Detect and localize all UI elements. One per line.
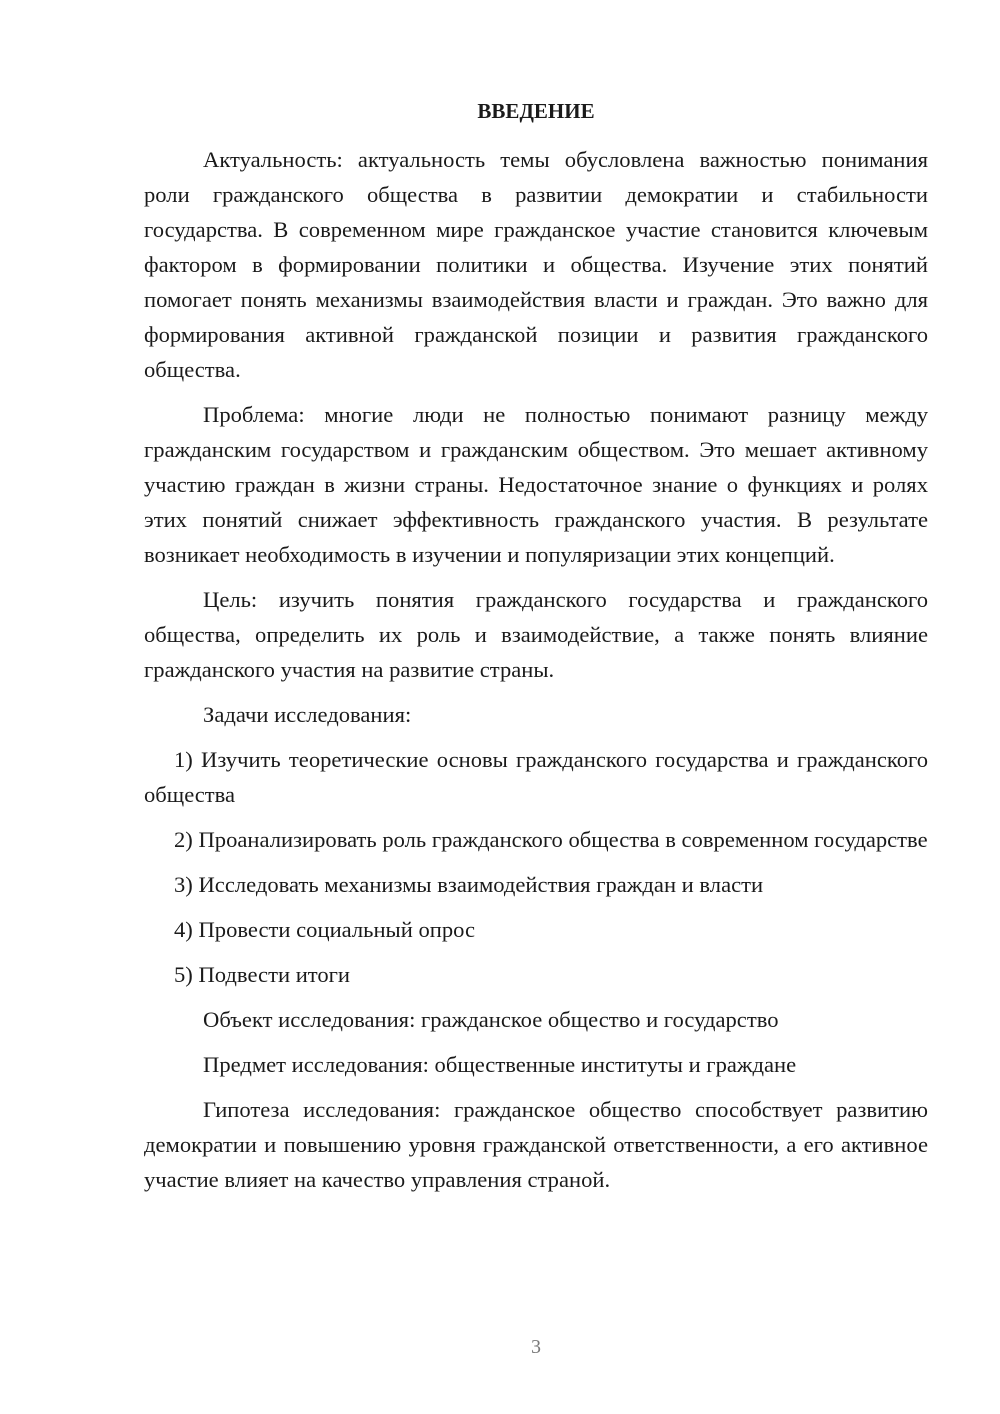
hypothesis-paragraph: Гипотеза исследования: гражданское общество способствует развитию демократии и повышению уровня гражданской ответственности, а его активное участие влияет на качество управления страной.	[144, 1097, 928, 1192]
task-item-1: 1) Изучить теоретические основы гражданского государства и гражданского общества	[144, 747, 928, 807]
goal-paragraph: Цель: изучить понятия гражданского государства и гражданского общества, определить их роль и взаимодействие, а также понять влияние гражданского участия на развитие страны.	[144, 587, 928, 682]
page-title: ВВЕДЕНИЕ	[477, 99, 595, 123]
task-item-5: 5) Подвести итоги	[174, 962, 351, 987]
tasks-heading: Задачи исследования:	[203, 702, 412, 727]
task-item-4: 4) Провести социальный опрос	[174, 917, 476, 942]
document-body	[144, 94, 928, 1207]
object-paragraph: Объект исследования: гражданское общество и государство	[203, 1007, 779, 1032]
problem-paragraph: Проблема: многие люди не полностью понимают разницу между гражданским государством и гражданским обществом. Это мешает активному участию граждан в жизни страны. Недостаточное знание о функциях и ролях этих понятий снижает эффективность гражданского участия. В результате возникает необходимость в изучении и популяризации этих концепций.	[144, 402, 928, 567]
task-item-2: 2) Проанализировать роль гражданского общества в современном государстве	[174, 827, 928, 852]
task-item-3: 3) Исследовать механизмы взаимодействия граждан и власти	[174, 872, 764, 897]
page-number: 3	[531, 1336, 541, 1358]
relevance-paragraph: Актуальность: актуальность темы обусловлена важностью понимания роли гражданского общества в развитии демократии и стабильности государства. В современном мире гражданское участие становится ключевым фактором в формировании политики и общества. Изучение этих понятий помогает понять механизмы взаимодействия власти и граждан. Это важно для формирования активной гражданской позиции и развития гражданского общества.	[144, 147, 928, 382]
subject-paragraph: Предмет исследования: общественные институты и граждане	[203, 1052, 797, 1077]
